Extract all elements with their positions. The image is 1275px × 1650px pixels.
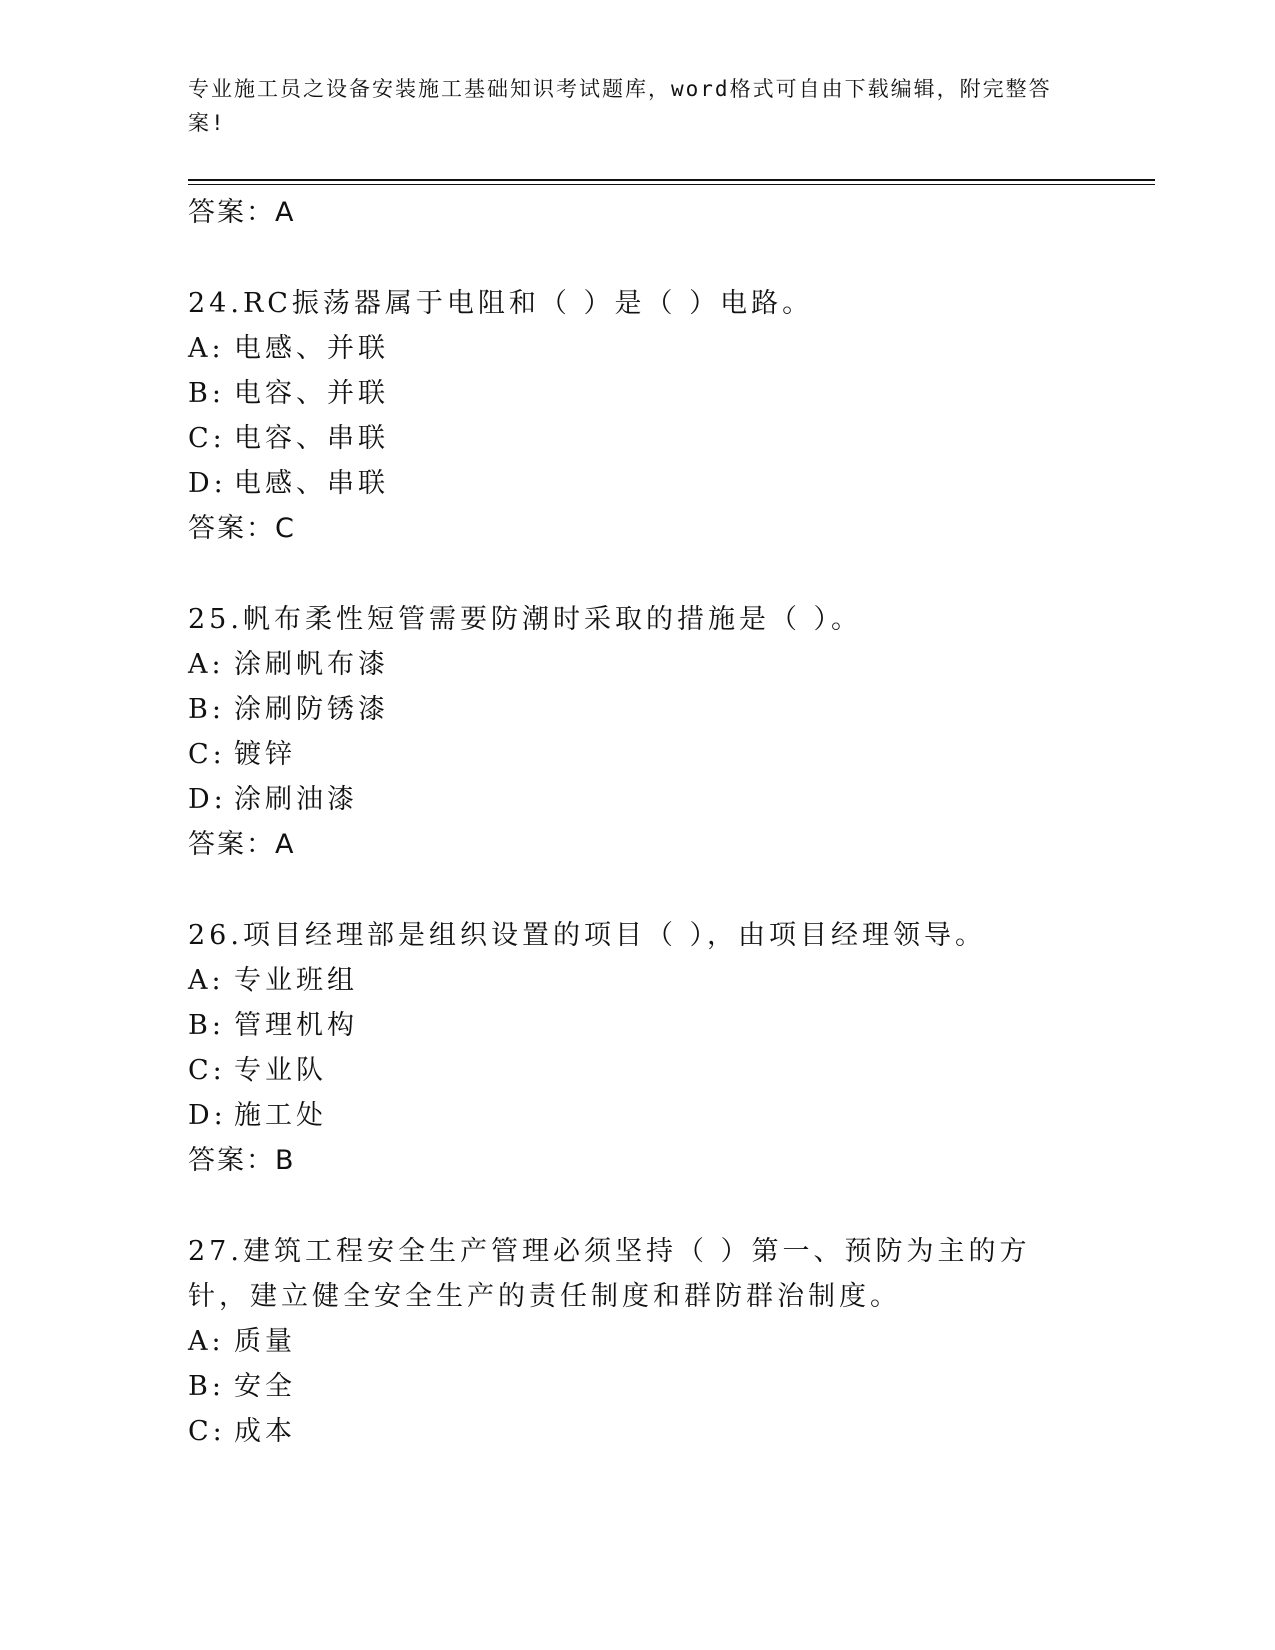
option-b [188, 1364, 1088, 1409]
option-text: 专业班组 [234, 965, 358, 996]
option-b [188, 1003, 1088, 1048]
option-a [188, 326, 1088, 371]
option-c [188, 732, 1088, 777]
option-text: 成本 [234, 1416, 296, 1447]
option-letter: D: [188, 468, 227, 499]
answer: 答案：C [188, 513, 296, 544]
option-letter: A: [188, 1326, 225, 1357]
option-c [188, 1409, 1088, 1454]
option-text: 涂刷油漆 [234, 784, 358, 815]
question-text: 27.建筑工程安全生产管理必须坚持（ ）第一、预防为主的方针，建立健全安全生产的责任制度和群防群治制度。 [188, 1236, 1031, 1312]
header-rule-thick [188, 179, 1155, 181]
question-text: 24.RC振荡器属于电阻和（ ）是（ ）电路。 [188, 288, 814, 319]
option-letter: B: [188, 694, 225, 725]
question-text: 25.帆布柔性短管需要防潮时采取的措施是（ ）。 [188, 604, 863, 635]
question-26 [188, 913, 1088, 1183]
option-letter: A: [188, 965, 225, 996]
question-27 [188, 1229, 1088, 1454]
option-letter: A: [188, 649, 225, 680]
question-24 [188, 281, 1088, 551]
answer: 答案：A [188, 829, 296, 860]
option-a [188, 642, 1088, 687]
option-text: 电感、并联 [234, 333, 389, 364]
option-c [188, 416, 1088, 461]
option-letter: B: [188, 378, 225, 409]
option-b [188, 687, 1088, 732]
option-text: 电容、并联 [234, 378, 389, 409]
option-text: 涂刷防锈漆 [234, 694, 389, 725]
option-letter: C: [188, 423, 226, 454]
option-a [188, 958, 1088, 1003]
option-letter: D: [188, 1100, 227, 1131]
option-letter: C: [188, 1416, 226, 1447]
question-text: 26.项目经理部是组织设置的项目（ ），由项目经理领导。 [188, 920, 987, 951]
option-d [188, 461, 1088, 506]
option-text: 电感、串联 [234, 468, 389, 499]
option-text: 施工处 [234, 1100, 327, 1131]
option-text: 镀锌 [234, 739, 296, 770]
option-letter: C: [188, 1055, 226, 1086]
option-letter: B: [188, 1371, 225, 1402]
option-d [188, 1093, 1088, 1138]
option-letter: D: [188, 784, 227, 815]
question-25 [188, 597, 1088, 867]
option-d [188, 777, 1088, 822]
header-rule-thin [188, 184, 1155, 185]
option-letter: C: [188, 739, 226, 770]
option-text: 管理机构 [234, 1010, 358, 1041]
option-b [188, 371, 1088, 416]
answer: 答案：B [188, 1145, 296, 1176]
option-text: 质量 [234, 1326, 296, 1357]
option-a [188, 1319, 1088, 1364]
question-list [188, 190, 1088, 1454]
option-text: 电容、串联 [234, 423, 389, 454]
document-header: 专业施工员之设备安装施工基础知识考试题库，word格式可自由下载编辑，附完整答案! [188, 77, 1052, 135]
option-text: 涂刷帆布漆 [234, 649, 389, 680]
option-text: 专业队 [234, 1055, 327, 1086]
option-c [188, 1048, 1088, 1093]
previous-answer: 答案：A [188, 197, 296, 228]
option-letter: B: [188, 1010, 225, 1041]
option-text: 安全 [234, 1371, 296, 1402]
option-letter: A: [188, 333, 225, 364]
